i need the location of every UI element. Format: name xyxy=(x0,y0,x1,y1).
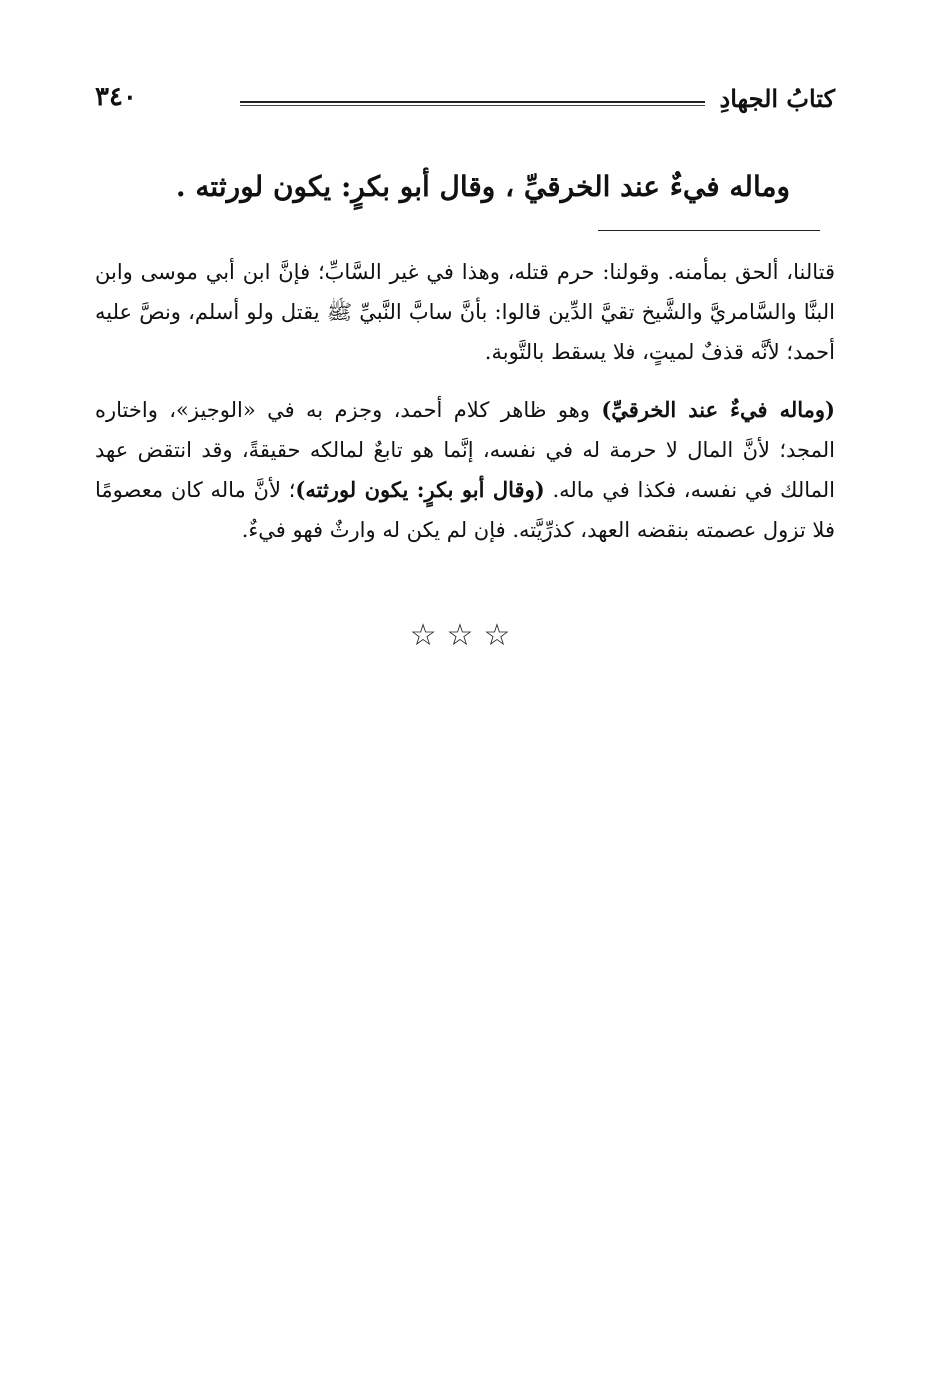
page-number: ٣٤٠ xyxy=(95,82,137,112)
matn-separator xyxy=(598,230,820,231)
section-end-stars: ☆☆☆ xyxy=(409,618,521,653)
commentary-paragraph-2 xyxy=(95,390,835,550)
commentary-text-2: ؛ لأنَّ ماله كان معصومًا فلا تزول عصمته بنقضه العهد، كذرِّيَّته. فإن لم يكن له وارثٌ فهو فيءٌ. xyxy=(95,478,835,542)
quoted-matn-2: (وقال أبو بكرٍ: يكون لورثته) xyxy=(295,477,545,502)
commentary-text-1: وهو ظاهر كلام أحمد، وجزم به في «الوجيز»، واختاره المجد؛ لأنَّ المال لا حرمة له في نفسه، إنَّما هو تابعٌ لمالكه حقيقةً، وقد انتقض عهد المالك في نفسه، فكذا في ماله. xyxy=(95,398,836,502)
matn-heading: وماله فيءٌ عند الخرقيِّ ، وقال أبو بكرٍ: يكون لورثته . xyxy=(175,170,790,203)
header-rule-thin xyxy=(240,105,705,106)
header-rule xyxy=(240,101,705,103)
page-header xyxy=(95,82,835,116)
quoted-matn-1: (وماله فيءٌ عند الخرقيِّ) xyxy=(601,397,835,422)
commentary-paragraph-1: قتالنا، ألحق بمأمنه. وقولنا: حرم قتله، وهذا في غير السَّابِّ؛ فإنَّ ابن أبي موسى وابن البنَّا والسَّامريَّ والشَّيخ تقيَّ الدِّين قالوا: بأنَّ سابَّ النَّبيِّ ﷺ يقتل ولو أسلم، ونصَّ عليه أحمد؛ لأنَّه قذفٌ لميتٍ، فلا يسقط بالتَّوبة. xyxy=(95,260,835,364)
running-title: كتابُ الجهادِ xyxy=(719,84,835,113)
